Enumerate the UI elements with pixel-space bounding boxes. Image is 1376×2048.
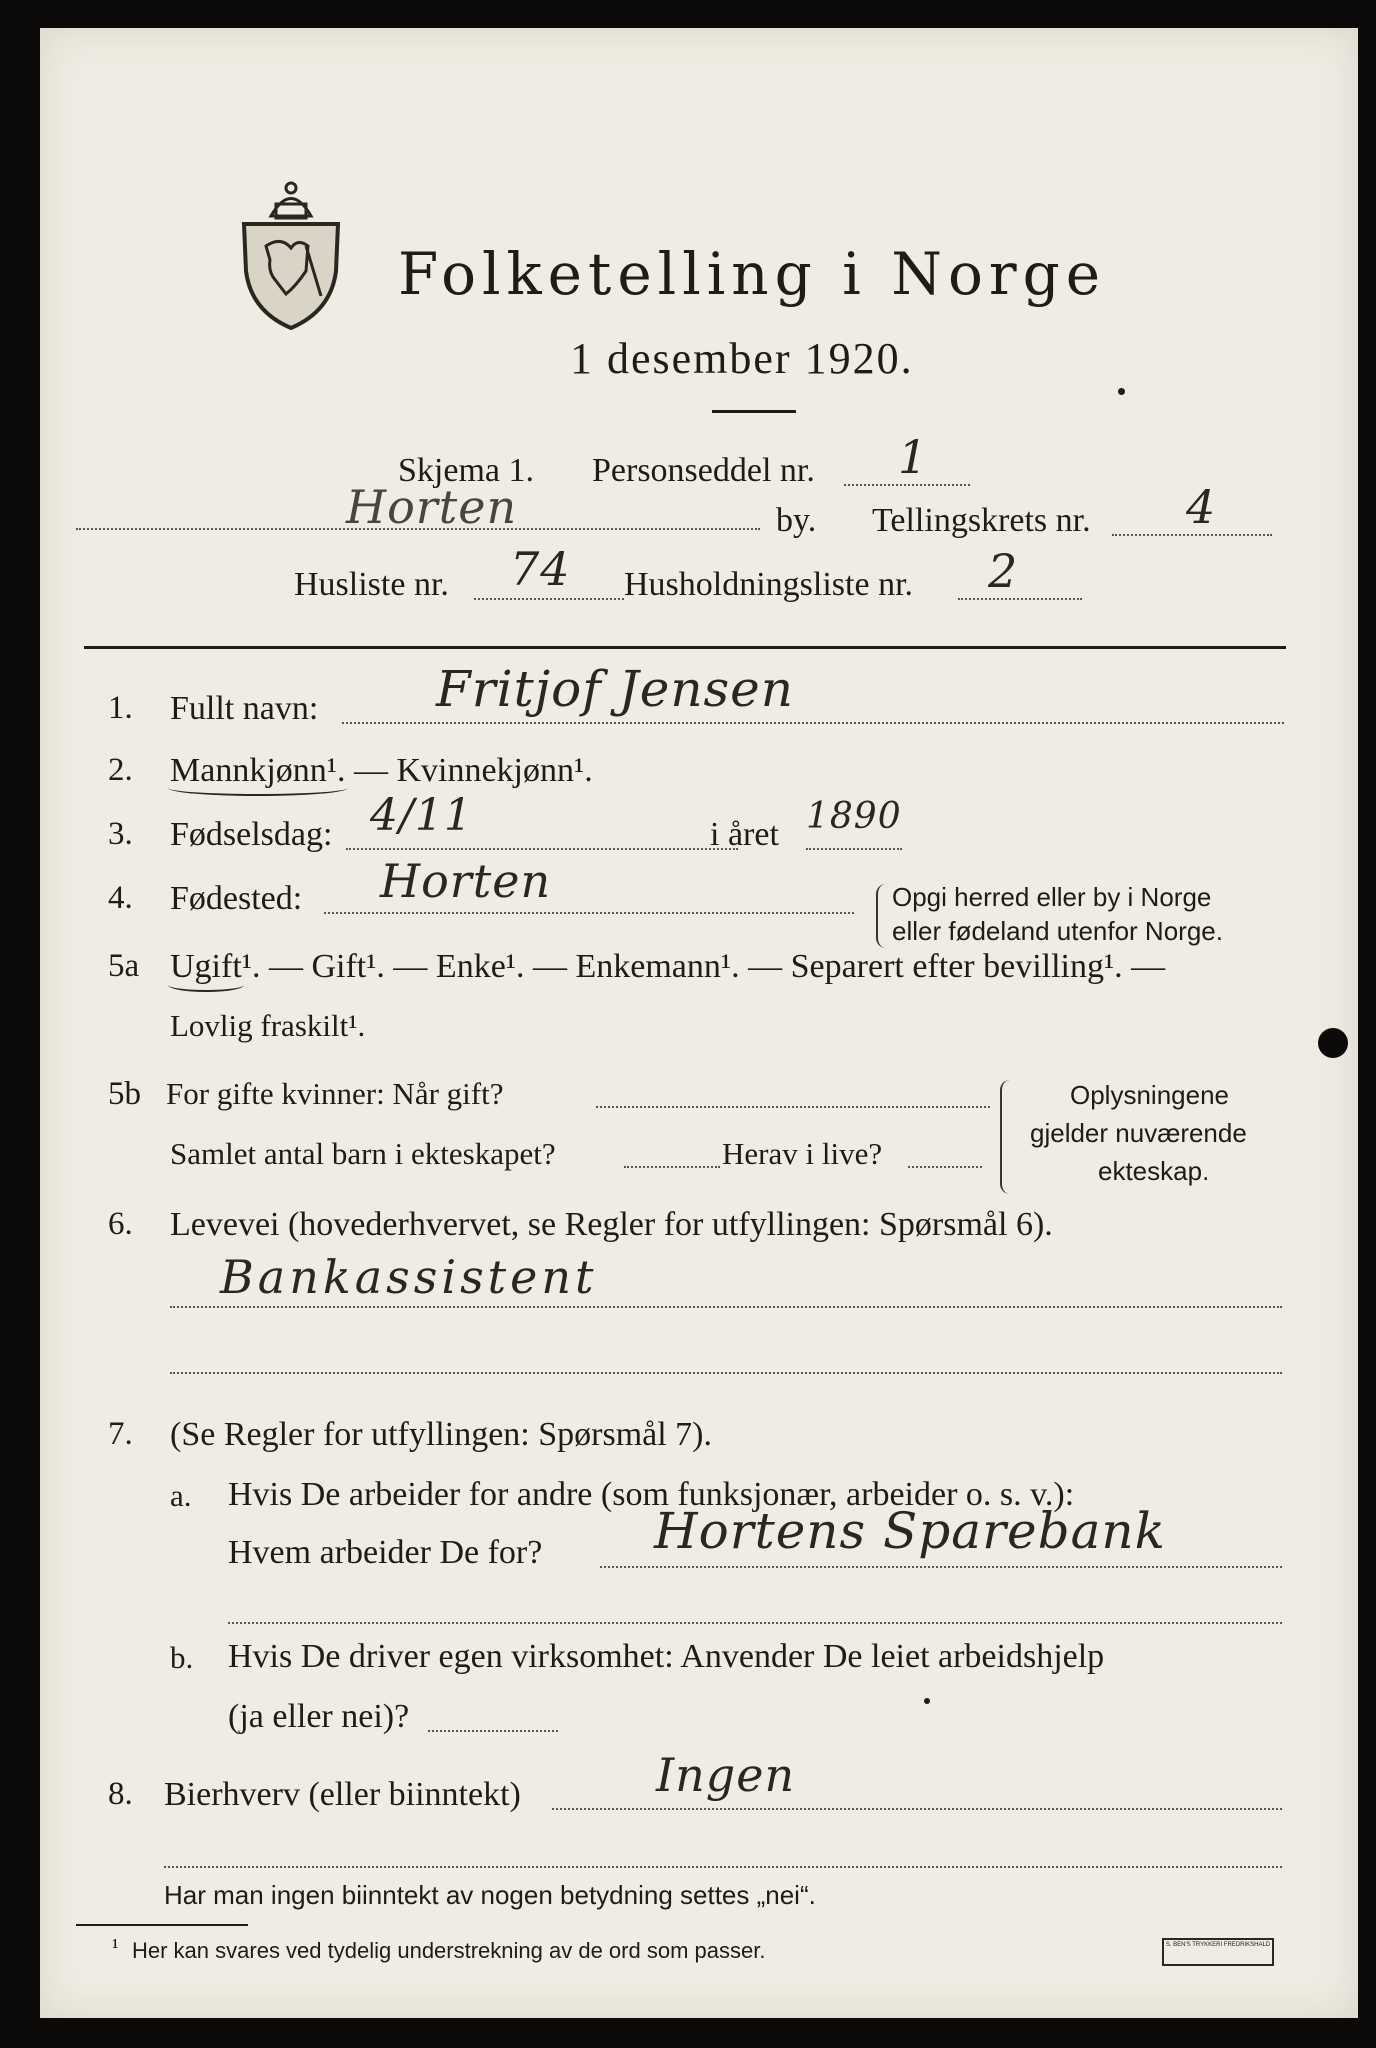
header-rule <box>84 646 1286 649</box>
ink-dot-2 <box>924 1698 930 1704</box>
tellingskrets-line <box>1112 534 1272 536</box>
footnote-mark: ¹ <box>112 1934 119 1959</box>
title-divider <box>712 410 796 413</box>
husholdningsliste-label: Husholdningsliste nr. <box>624 566 914 603</box>
q7a-value: Hortens Sparebank <box>654 1502 1166 1560</box>
husliste-value: 74 <box>510 542 571 596</box>
q3-year-value: 1890 <box>806 796 902 837</box>
q6-line1 <box>170 1306 1282 1308</box>
q7b-line1: Hvis De driver egen virksomhet: Anvender De leiet arbeidshjelp <box>228 1638 1105 1675</box>
by-value: Horten <box>346 480 518 534</box>
ink-dot <box>1118 388 1125 395</box>
q3-year-label: i året <box>710 816 779 853</box>
printer-stamp: S. BEN'S TRYKKERI FREDRIKSHALD <box>1162 1938 1274 1966</box>
q5b-alive-label: Herav i live? <box>722 1136 883 1171</box>
q8-line2 <box>164 1866 1282 1868</box>
q8-label: Bierhverv (eller biinntekt) <box>164 1776 521 1813</box>
q1-line <box>342 722 1284 724</box>
binding-hole <box>1318 1028 1348 1058</box>
q8-number: 8. <box>108 1776 133 1812</box>
by-label: by. <box>776 502 817 539</box>
q7b-line <box>428 1730 558 1732</box>
q2-label: Mannkjønn¹. — Kvinnekjønn¹. <box>170 752 593 789</box>
q7a-line2-dots <box>228 1622 1282 1624</box>
q1-label: Fullt navn: <box>170 690 319 727</box>
q7a-line2: Hvem arbeider De for? <box>228 1534 543 1571</box>
q3-label: Fødselsdag: <box>170 816 333 853</box>
husholdningsliste-line <box>958 598 1082 600</box>
q7b-letter: b. <box>170 1640 194 1675</box>
husliste-line <box>474 598 624 600</box>
q6-line2 <box>170 1372 1282 1374</box>
q5a-line1: Ugift¹. — Gift¹. — Enke¹. — Enkemann¹. — Separert efter bevilling¹. — <box>170 948 1166 985</box>
q5a-line2: Lovlig fraskilt¹. <box>170 1008 366 1043</box>
husholdningsliste-value: 2 <box>988 544 1019 598</box>
q7a-letter: a. <box>170 1478 192 1513</box>
skjema-label: Skjema 1. <box>398 452 534 489</box>
q3-number: 3. <box>108 816 133 852</box>
q8-line <box>552 1808 1282 1810</box>
q6-number: 6. <box>108 1206 133 1242</box>
personseddel-value: 1 <box>898 430 929 484</box>
tellingskrets-value: 4 <box>1186 480 1217 534</box>
norwegian-coat-of-arms-icon <box>236 176 346 330</box>
q5b-number: 5b <box>108 1076 141 1112</box>
husliste-label: Husliste nr. <box>294 566 449 603</box>
footnote-rule <box>76 1924 248 1926</box>
q6-value: Bankassistent <box>220 1250 598 1304</box>
q4-note-line2: eller fødeland utenfor Norge. <box>892 916 1223 946</box>
q3-line <box>346 848 738 850</box>
q6-label: Levevei (hovederhvervet, se Regler for utfyllingen: Spørsmål 6). <box>170 1206 1053 1243</box>
q4-value: Horten <box>380 854 552 908</box>
q5b-when-married-line <box>596 1106 990 1108</box>
q7-number: 7. <box>108 1416 133 1452</box>
census-form-page <box>40 28 1358 2018</box>
q1-number: 1. <box>108 690 133 726</box>
q5b-note2: gjelder nuværende <box>1030 1118 1247 1148</box>
q8-value: Ingen <box>656 1748 796 1802</box>
q7b-line2: (ja eller nei)? <box>228 1698 410 1735</box>
q3-value: 4/11 <box>370 790 473 841</box>
q5b-children-label: Samlet antal barn i ekteskapet? <box>170 1136 556 1171</box>
mannkjonn-underline <box>168 780 348 796</box>
q5b-brace <box>1000 1080 1016 1194</box>
q2-number: 2. <box>108 752 133 788</box>
q3-year-line <box>806 848 902 850</box>
q4-number: 4. <box>108 880 133 916</box>
q7-label: (Se Regler for utfyllingen: Spørsmål 7). <box>170 1416 713 1453</box>
q1-value: Fritjof Jensen <box>436 660 794 718</box>
personseddel-label: Personseddel nr. <box>592 452 815 489</box>
q5b-line1: For gifte kvinner: Når gift? <box>166 1076 504 1111</box>
form-title: Folketelling i Norge <box>398 240 1107 308</box>
footnote-text: Her kan svares ved tydelig understrekning av de ord som passer. <box>132 1938 766 1963</box>
census-date: 1 desember 1920. <box>570 334 914 383</box>
q4-label: Fødested: <box>170 880 303 917</box>
q4-note-line1: Opgi herred eller by i Norge <box>892 882 1212 912</box>
tellingskrets-label: Tellingskrets nr. <box>872 502 1091 539</box>
q7a-line <box>600 1566 1282 1568</box>
q5b-children-line <box>624 1166 720 1168</box>
q4-brace <box>876 884 890 948</box>
bottom-note: Har man ingen biinntekt av nogen betydning settes „nei“. <box>164 1880 816 1910</box>
q4-line <box>324 912 854 914</box>
q5b-note3: ekteskap. <box>1098 1156 1210 1186</box>
q5b-note1: Oplysningene <box>1070 1080 1229 1110</box>
q5b-alive-line <box>908 1166 982 1168</box>
personseddel-line <box>844 484 970 486</box>
ugift-underline <box>168 978 244 992</box>
q7a-line1: Hvis De arbeider for andre (som funksjonær, arbeider o. s. v.): <box>228 1476 1075 1513</box>
q5a-number: 5a <box>108 948 140 984</box>
